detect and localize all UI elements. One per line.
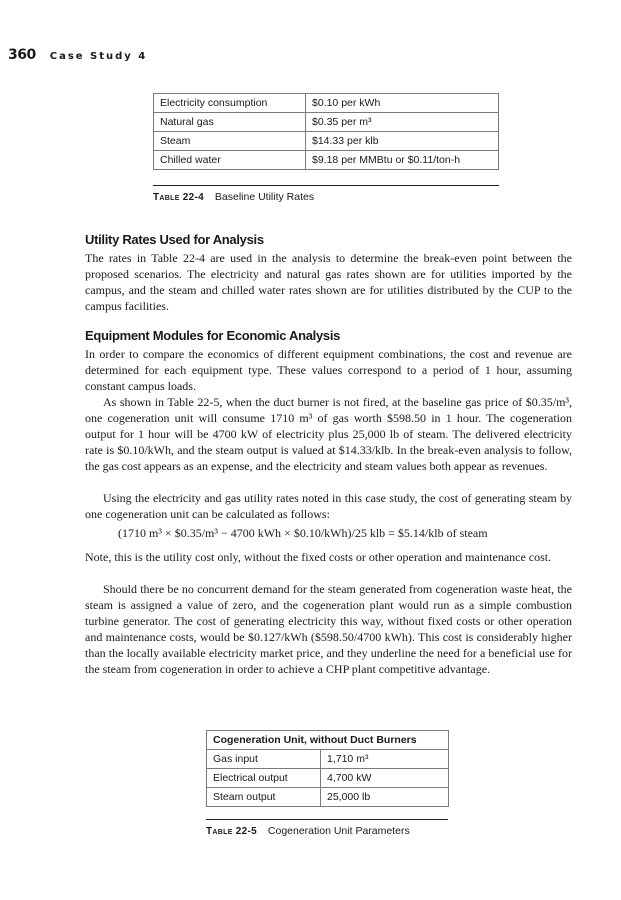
table-cell: 4,700 kW bbox=[321, 769, 449, 788]
table-cell: $0.35 per m³ bbox=[306, 113, 499, 132]
table-row bbox=[207, 750, 449, 769]
table-cell: Gas input bbox=[207, 750, 321, 769]
table-cell: $14.33 per klb bbox=[306, 132, 499, 151]
baseline-utility-rates-table bbox=[153, 93, 499, 170]
paragraph: In order to compare the economics of different equipment combinations, the cost and revenue are determined for each equipment type. These values correspond to a period of 1 hour, assuming constant campus loads. bbox=[85, 347, 572, 393]
section-heading: Equipment Modules for Economic Analysis bbox=[85, 328, 341, 343]
table-header: Cogeneration Unit, without Duct Burners bbox=[207, 731, 449, 750]
table-caption-label: Table 22-5 bbox=[206, 826, 257, 837]
table-caption-label: Table 22-4 bbox=[153, 192, 204, 203]
table-cell: 1,710 m³ bbox=[321, 750, 449, 769]
equation: (1710 m³ × $0.35/m³ − 4700 kWh × $0.10/kWh)/25 klb = $5.14/klb of steam bbox=[118, 526, 488, 540]
page-number: 360 bbox=[8, 47, 36, 63]
paragraph: Should there be no concurrent demand for the steam generated from cogeneration waste heat, the steam is assigned a value of zero, and the cogeneration plant would run as a simple combustion turbine generator. The cost of generating electricity this way, without fixed costs or other operation and maintenance costs, would be $0.127/kWh ($598.50/4700 kWh). This cost is considerably higher than the locally available electricity market price, and they underline the need for a beneficial use for the steam from cogeneration in order to achieve a CHP plant competitive advantage. bbox=[85, 582, 572, 676]
section-heading: Utility Rates Used for Analysis bbox=[85, 232, 264, 247]
table-row bbox=[154, 94, 499, 113]
table-caption bbox=[206, 819, 448, 837]
table-row bbox=[154, 151, 499, 170]
table-caption bbox=[153, 185, 499, 203]
table-caption-text: Cogeneration Unit Parameters bbox=[267, 825, 410, 837]
table-row bbox=[207, 788, 449, 807]
paragraph: The rates in Table 22-4 are used in the analysis to determine the break-even point between the proposed scenarios. The electricity and natural gas rates shown are for utilities imported by the campus, and the steam and chilled water rates shown are for utilities distributed by the CUP to the campus facilities. bbox=[85, 251, 572, 313]
table-row bbox=[154, 132, 499, 151]
table-cell: Chilled water bbox=[154, 151, 306, 170]
table-cell: Steam bbox=[154, 132, 306, 151]
paragraph: Using the electricity and gas utility rates noted in this case study, the cost of generating steam by one cogeneration unit can be calculated as follows: bbox=[85, 491, 572, 521]
table-cell: $9.18 per MMBtu or $0.11/ton-h bbox=[306, 151, 499, 170]
table-cell: Natural gas bbox=[154, 113, 306, 132]
table-row bbox=[154, 113, 499, 132]
table-caption-text: Baseline Utility Rates bbox=[214, 191, 315, 203]
cogeneration-unit-table bbox=[206, 730, 449, 807]
running-head: Case Study 4 bbox=[49, 51, 148, 62]
table-cell: Steam output bbox=[207, 788, 321, 807]
paragraph: Note, this is the utility cost only, without the fixed costs or other operation and maintenance cost. bbox=[85, 550, 552, 564]
table-cell: $0.10 per kWh bbox=[306, 94, 499, 113]
paragraph: As shown in Table 22-5, when the duct burner is not fired, at the baseline gas price of $0.35/m³, one cogeneration unit will consume 1710 m³ of gas worth $598.50 in 1 hour. The cogeneration output for 1 hour will be 4700 kW of electricity plus 25,000 lb of steam. The delivered electricity rate is $0.10/kWh, and the steam output is valued at $14.33/klb. In the break-even analysis to follow, the gas cost appears as an expense, and the electricity and steam values both appear as revenues. bbox=[85, 395, 572, 473]
page-header bbox=[8, 47, 147, 67]
table-row bbox=[207, 769, 449, 788]
table-header-row bbox=[207, 731, 449, 750]
table-cell: 25,000 lb bbox=[321, 788, 449, 807]
table-cell: Electrical output bbox=[207, 769, 321, 788]
table-cell: Electricity consumption bbox=[154, 94, 306, 113]
